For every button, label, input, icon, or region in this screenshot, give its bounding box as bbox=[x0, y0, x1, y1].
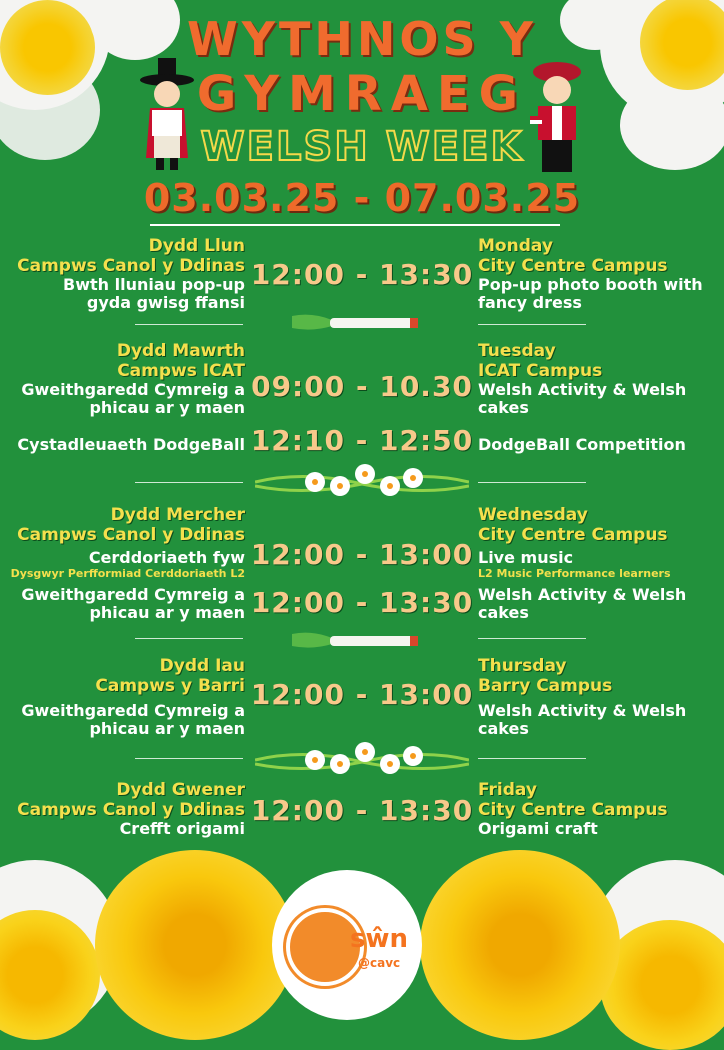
friday-cy-day: Dydd Gwener bbox=[116, 780, 245, 800]
tuesday-en-day: Tuesday bbox=[478, 341, 556, 361]
tuesday-cy-event-1: Gweithgaredd Cymreig a phicau ar y maen bbox=[21, 380, 245, 417]
monday-cy-day: Dydd Llun bbox=[148, 236, 245, 256]
swn-logo bbox=[272, 870, 422, 1020]
monday-welsh-block bbox=[0, 236, 245, 312]
leek-icon bbox=[292, 310, 427, 340]
thursday-cy-event: Gweithgaredd Cymreig a phicau ar y maen bbox=[21, 701, 245, 738]
wednesday-english-block bbox=[478, 505, 718, 581]
wednesday-en-event-1-note: L2 Music Performance learners bbox=[478, 567, 671, 580]
separator bbox=[135, 324, 243, 325]
separator bbox=[478, 324, 586, 325]
friday-english-block bbox=[478, 780, 718, 838]
tuesday-cy-event-2: Cystadleuaeth DodgeBall bbox=[17, 435, 245, 454]
wednesday-time-2: 12:00 - 13:30 bbox=[250, 586, 474, 619]
thursday-en-campus: Barry Campus bbox=[478, 676, 613, 696]
tuesday-cy-day: Dydd Mawrth bbox=[116, 341, 245, 361]
tuesday-welsh-block bbox=[0, 341, 245, 417]
thursday-welsh-block bbox=[0, 656, 245, 738]
flower-garland-icon bbox=[255, 738, 469, 782]
leek-icon bbox=[292, 628, 427, 658]
thursday-cy-campus: Campws y Barri bbox=[95, 676, 245, 696]
separator bbox=[135, 758, 243, 759]
tuesday-en-event-1: Welsh Activity & Welsh cakes bbox=[478, 380, 687, 417]
title-welsh-week: WELSH WEEK bbox=[200, 124, 524, 170]
wednesday-cy-campus: Campws Canol y Ddinas bbox=[17, 525, 245, 545]
friday-cy-campus: Campws Canol y Ddinas bbox=[17, 800, 245, 820]
title-line-1: WYTHNOS Y bbox=[187, 12, 537, 66]
tuesday-english-block bbox=[478, 341, 718, 417]
separator bbox=[135, 482, 243, 483]
tuesday-time-1: 09:00 - 10.30 bbox=[251, 370, 473, 403]
title-line-2: GYMRAEG bbox=[196, 66, 528, 122]
friday-cy-event: Crefft origami bbox=[119, 819, 245, 838]
monday-time: 12:00 - 13:30 bbox=[250, 258, 474, 291]
thursday-cy-day: Dydd Iau bbox=[159, 656, 245, 676]
wednesday-cy-event-1: Cerddoriaeth fyw bbox=[88, 548, 245, 567]
wednesday-cy-event-1-note: Dysgwyr Perfformiad Cerddoriaeth L2 bbox=[10, 567, 245, 580]
wednesday-en-event-1: Live music bbox=[478, 548, 574, 567]
wednesday-cy-event-2: Gweithgaredd Cymreig a phicau ar y maen bbox=[21, 585, 245, 622]
tuesday-cy-campus: Campws ICAT bbox=[117, 361, 245, 381]
wednesday-en-campus: City Centre Campus bbox=[478, 525, 668, 545]
tuesday-en-campus: ICAT Campus bbox=[478, 361, 603, 381]
wednesday-en-day: Wednesday bbox=[478, 505, 588, 525]
thursday-time: 12:00 - 13:00 bbox=[250, 678, 474, 711]
thursday-en-event: Welsh Activity & Welsh cakes bbox=[478, 701, 687, 738]
monday-en-day: Monday bbox=[478, 236, 553, 256]
monday-en-campus: City Centre Campus bbox=[478, 256, 668, 276]
separator bbox=[135, 638, 243, 639]
friday-en-day: Friday bbox=[478, 780, 537, 800]
friday-en-campus: City Centre Campus bbox=[478, 800, 668, 820]
thursday-en-day: Thursday bbox=[478, 656, 567, 676]
flower-garland-icon bbox=[255, 460, 469, 504]
wednesday-time-1: 12:00 - 13:00 bbox=[250, 538, 474, 571]
title-divider bbox=[150, 224, 560, 226]
event-dates: 03.03.25 - 07.03.25 bbox=[143, 176, 581, 220]
friday-en-event: Origami craft bbox=[478, 819, 598, 838]
wednesday-en-event-2: Welsh Activity & Welsh cakes bbox=[478, 585, 687, 622]
tuesday-en-event-2: DodgeBall Competition bbox=[478, 435, 686, 454]
monday-en-event: Pop-up photo booth with fancy dress bbox=[478, 275, 703, 312]
thursday-english-block bbox=[478, 656, 718, 738]
separator bbox=[478, 482, 586, 483]
monday-cy-campus: Campws Canol y Ddinas bbox=[17, 256, 245, 276]
separator bbox=[478, 638, 586, 639]
friday-time: 12:00 - 13:30 bbox=[250, 794, 474, 827]
friday-welsh-block bbox=[0, 780, 245, 838]
logo-handle: @cavc bbox=[358, 956, 401, 970]
wednesday-cy-day: Dydd Mercher bbox=[110, 505, 245, 525]
wednesday-welsh-block bbox=[0, 505, 245, 581]
monday-cy-event: Bwth lluniau pop-up gyda gwisg ffansi bbox=[63, 275, 245, 312]
logo-name: sŵn bbox=[350, 924, 409, 954]
separator bbox=[478, 758, 586, 759]
tuesday-time-2: 12:10 - 12:50 bbox=[250, 424, 474, 457]
monday-english-block bbox=[478, 236, 718, 312]
